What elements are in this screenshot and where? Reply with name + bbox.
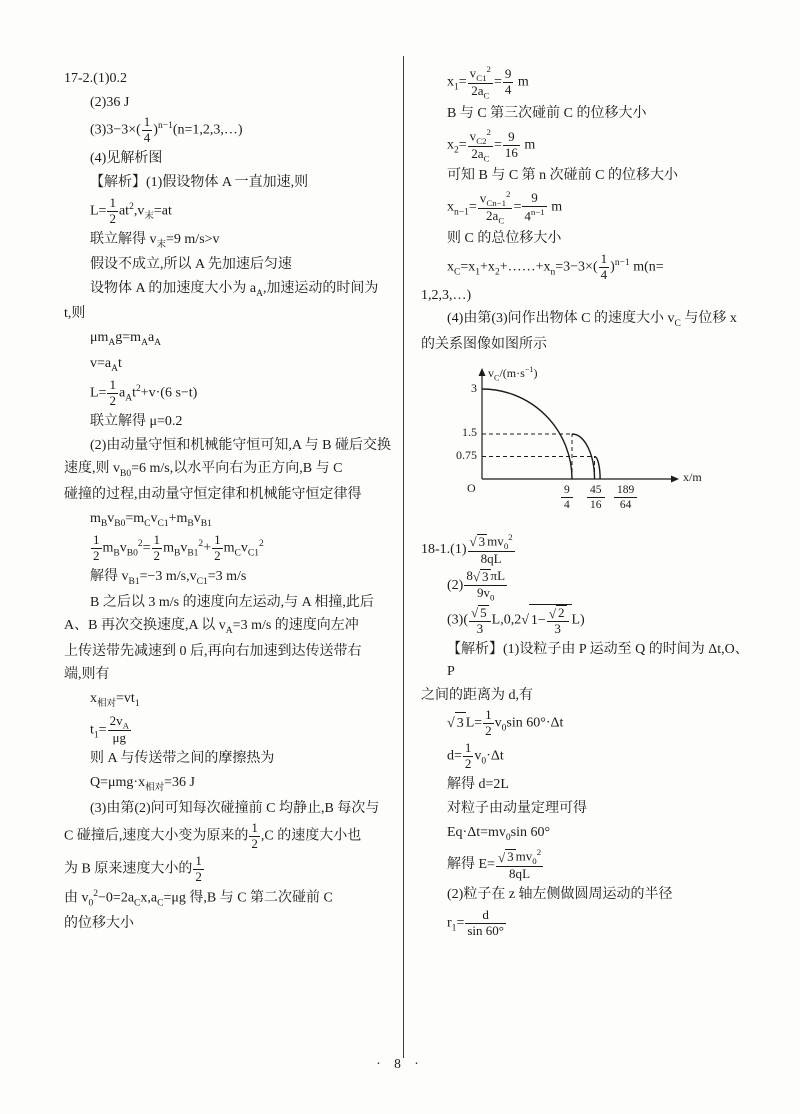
vc-x-graph [427,364,729,526]
text-line: $Q=\mu mg\cdot x_{相对}=36$ J [90,775,195,793]
text-line: B 与 C 第三次碰前 C 的位移大小 [447,105,647,121]
y-tick-1-5: 1.5 [462,424,477,439]
x-tick-189-64 [614,483,637,513]
text-line: 17-2.(1)0.2 [64,71,127,86]
y-tick-0-75: 0.75 [456,447,477,462]
text-line: 端,则有 [64,667,110,683]
y-tick-3: 3 [471,380,477,395]
text-line: √ 3 L= $\frac{1}{2}$ $v_0\sin$ 60°·Δt [447,707,564,739]
right-column [421,62,755,941]
text-line: d= $\frac{1}{2}$ $v_0\cdot\Delta t$ [447,740,504,772]
x-tick-denominator: 4 [564,498,570,511]
x-tick-9-4 [561,483,573,513]
text-line: 的关系图像如图所示 [421,336,547,352]
text-line: 由 $v_0^2-0=2a_Cx,a_C=\mu g$ 得,B 与 C 第二次碰前 C [64,889,333,909]
text-line: $Eq\cdot\Delta t=mv_0\sin$ 60° [447,824,551,843]
x-tick-numerator: 9 [561,483,573,498]
text-line: t,则 [64,306,86,322]
text-line: 解得 $v_{B1}=-3$ $m/s,v_{C1}=3$ m/s [90,569,247,587]
text-line: 碰撞的过程,由动量守恒定律和机械能守恒定律得 [64,486,362,502]
text-line: (2)粒子在 z 轴左侧做圆周运动的半径 [447,887,673,903]
x-tick-denominator: 16 [590,498,602,511]
text-line: 对粒子由动量定理可得 [447,800,587,816]
x-axis-arrow-icon [671,475,679,482]
x-tick-denominator: 64 [619,498,632,511]
text-line: L= $\frac{1}{2}$ $at^2,v_末=at$ [90,194,172,226]
text-line: 18-1.(1) √ 3 $mv_0^2$ 8qL [421,531,513,566]
left-column [64,66,398,937]
text-line: $x_{n-1}=$ $\frac{v_{Cn-1}^2}{2a_C}$ = $\frac{9}{4^{n-1}}$ m [447,189,563,226]
graph-axes [482,376,671,479]
x-tick-numerator: 45 [587,483,605,498]
y-axis-label: $v_C/(m\cdot s^{-1})$ [488,364,538,382]
text-line: 联立解得 $v_末=9$ m/s>v [90,231,220,250]
text-line: $\mu m_Ag=m_Aa_A$ [90,330,162,348]
right-column-bottom-text [421,532,755,939]
text-line: $m_Bv_{B0}=m_Cv_{C1}+m_Bv_{B1}$ [90,510,212,529]
text-line: 则 A 与传送带之间的摩擦热为 [90,751,275,767]
text-line: (2) 8 √ 3 πL $9v_0$ [447,567,506,603]
text-line: $t_1=$ $\frac{2v_A}{\mu g}$ [90,712,129,746]
text-line: $x_{相对}=vt_1$ [90,691,140,709]
page-number: · 8 · [376,1056,424,1071]
text-line: 【解析】(1)设粒子由 P 运动至 Q 的时间为 Δt,O、P [447,642,749,679]
text-line: 解得 d=2L [447,777,509,793]
text-line: (4)见解析图 [90,151,163,167]
text-line: $x_C=x_1+x_2+\dots\dots+x_n=3-3\times$( $\frac{1}{4}$ )$^{n-1}$ m(n= [447,250,664,282]
text-line: $\frac{1}{2}$ $m_Bv_{B0}^2=$ $\frac{1}{2}$ $m_Bv_{B1}^2+$ $\frac{1}{2}$ $m_Cv_{C1}^2$ [93,532,264,564]
text-line: L= $\frac{1}{2}$ $a_At^2+v\cdot(6$ s−t) [90,377,198,409]
graph-dashed-guides [482,434,595,479]
text-line: 则 C 的总位移大小 [447,231,562,247]
text-line: B 之后以 3 m/s 的速度向左运动,与 A 相撞,此后 [90,594,374,610]
text-line: $r_1=$ $\frac{d}{\sin 60^\circ}$ [447,906,505,938]
text-line: 为 B 原来速度大小的 $\frac{1}{2}$ [64,853,202,885]
x-axis-label: x/m [683,469,702,484]
text-line: 的位移大小 [64,916,134,932]
x-tick-numerator: 189 [614,483,637,498]
text-line: $x_2=$ $\frac{v_{C2}^2}{2a_C}$ = $\frac{9}{16}$ m [447,126,536,164]
text-line: 1,2,3,…) [421,287,472,303]
text-line: 假设不成立,所以 A 先加速后匀速 [90,257,292,273]
text-line: $x_1=$ $\frac{v_{C1}^2}{2a_C}$ = $\frac{9}{4}$ m [447,64,529,101]
text-line: 可知 B 与 C 第 n 次碰前 C 的位移大小 [447,168,679,184]
text-line: (3)由第(2)问可知每次碰撞前 C 均静止,B 每次与 [90,800,380,816]
text-line: 联立解得 μ=0.2 [90,413,183,429]
text-line: 解得 E= √ 3 $mv_0^2$ 8qL [447,847,542,882]
text-line: (4)由第(3)问作出物体 C 的速度大小 $v_C$ 与位移 x [447,311,737,330]
text-line: (2)36 J [90,94,130,110]
text-line: C 碰撞后,速度大小变为原来的 $\frac{1}{2}$ ,C 的速度大小也 [64,820,362,852]
text-line: 上传送带先减速到 0 后,再向右加速到达传送带右 [64,643,362,659]
origin-label: O [467,480,476,495]
text-line: (3)( √ 5 3 L,0,2 √ 1− √ 2 3 L) [447,604,585,637]
text-line: 设物体 A 的加速度大小为 $a_A$,加速运动的时间为 [90,280,379,299]
text-line: $v=a_At$ [90,355,122,374]
text-line: 之间的距离为 d,有 [421,687,533,703]
right-column-top-text [421,64,755,356]
column-divider [403,56,404,1058]
text-line: 速度,则 $v_{B0}=6$ m/s,以水平向右为正方向,B 与 C [64,461,343,480]
text-line: (2)由动量守恒和机械能守恒可知,A 与 B 碰后交换 [90,437,391,453]
text-line: 【解析】(1)假设物体 A 一直加速,则 [90,174,309,190]
text-line: (3)3−3×( $\frac{1}{4}$ )$^{n-1}$(n=1,2,3,…) [90,114,243,146]
y-axis-arrow-icon [479,368,486,376]
text-line: A、B 再次交换速度,A 以 $v_A=3$ m/s 的速度向左冲 [64,618,359,637]
x-tick-45-16 [587,483,605,513]
